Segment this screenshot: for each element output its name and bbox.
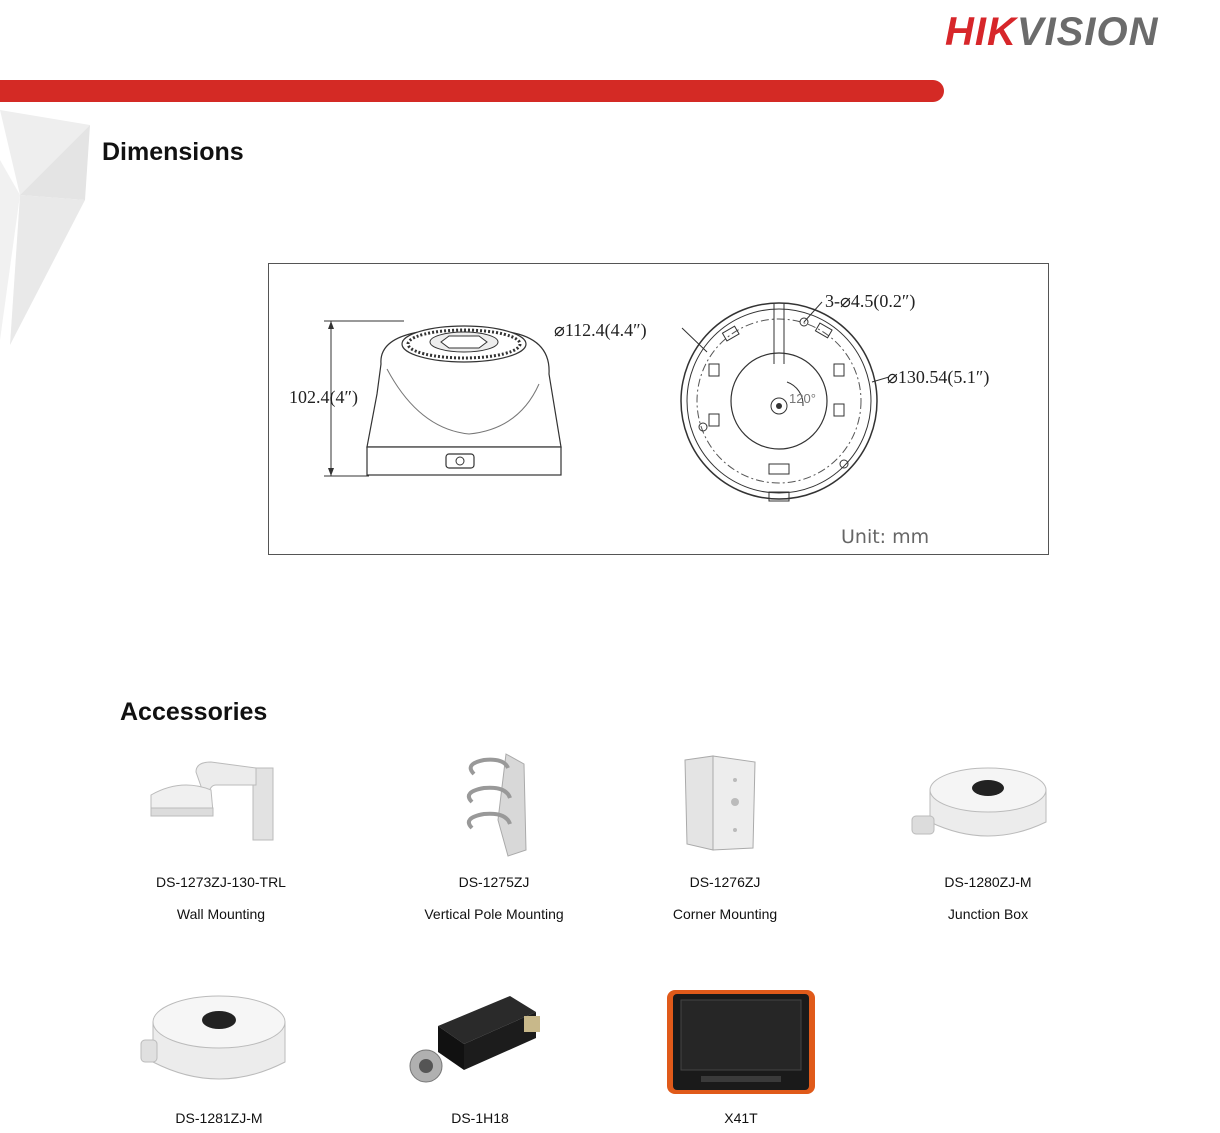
accessory-model: DS-1273ZJ-130-TRL	[156, 874, 286, 890]
junction-box-icon	[908, 750, 1068, 860]
wall-mount-icon	[141, 750, 301, 860]
angle-label: 120°	[789, 391, 816, 406]
accessory-description: Wall Mounting	[176, 906, 266, 922]
pole-mount-icon	[414, 750, 574, 860]
junction-box-icon	[139, 986, 299, 1096]
dimensions-heading: Dimensions	[102, 138, 244, 166]
dome-diameter-label: ⌀112.4(4.4″)	[554, 320, 647, 340]
corner-mount-icon	[645, 750, 805, 860]
header-red-bar	[0, 80, 944, 102]
accessory-model: DS-1280ZJ-M	[944, 874, 1032, 890]
accessory-description: Vertical Pole Mounting	[424, 906, 564, 922]
accessory-model: DS-1H18	[451, 1110, 509, 1126]
accessory-model: DS-1281ZJ-M	[175, 1110, 263, 1126]
accessory-model: DS-1276ZJ	[689, 874, 761, 890]
brand-logo	[945, 10, 1158, 55]
accessories-heading: Accessories	[120, 698, 268, 726]
accessory-item	[350, 986, 610, 1128]
accessory-model: DS-1275ZJ	[458, 874, 530, 890]
accessory-item	[611, 986, 871, 1128]
accessory-item	[91, 750, 351, 924]
base-diameter-label: ⌀130.54(5.1″)	[887, 367, 990, 387]
accessory-description: Corner Mounting	[672, 906, 778, 922]
brand-logo-part2: VISION	[1016, 10, 1159, 54]
accessory-item	[595, 750, 855, 924]
unit-label: Unit: mm	[841, 526, 930, 548]
dimension-drawing	[268, 263, 1049, 555]
holes-label: 3-⌀4.5(0.2″)	[825, 291, 916, 311]
balun-icon	[400, 986, 560, 1096]
accessory-item	[858, 750, 1118, 924]
dimension-drawing-svg	[269, 264, 1050, 556]
accessory-model: X41T	[724, 1110, 758, 1126]
height-label: 102.4(4″)	[289, 387, 358, 407]
decorative-facet-shape	[0, 100, 95, 350]
accessory-description: Junction Box	[947, 906, 1029, 922]
tester-monitor-icon	[661, 986, 821, 1096]
accessory-item	[89, 986, 349, 1128]
brand-logo-part1: HIK	[945, 10, 1017, 54]
accessory-item	[364, 750, 624, 924]
